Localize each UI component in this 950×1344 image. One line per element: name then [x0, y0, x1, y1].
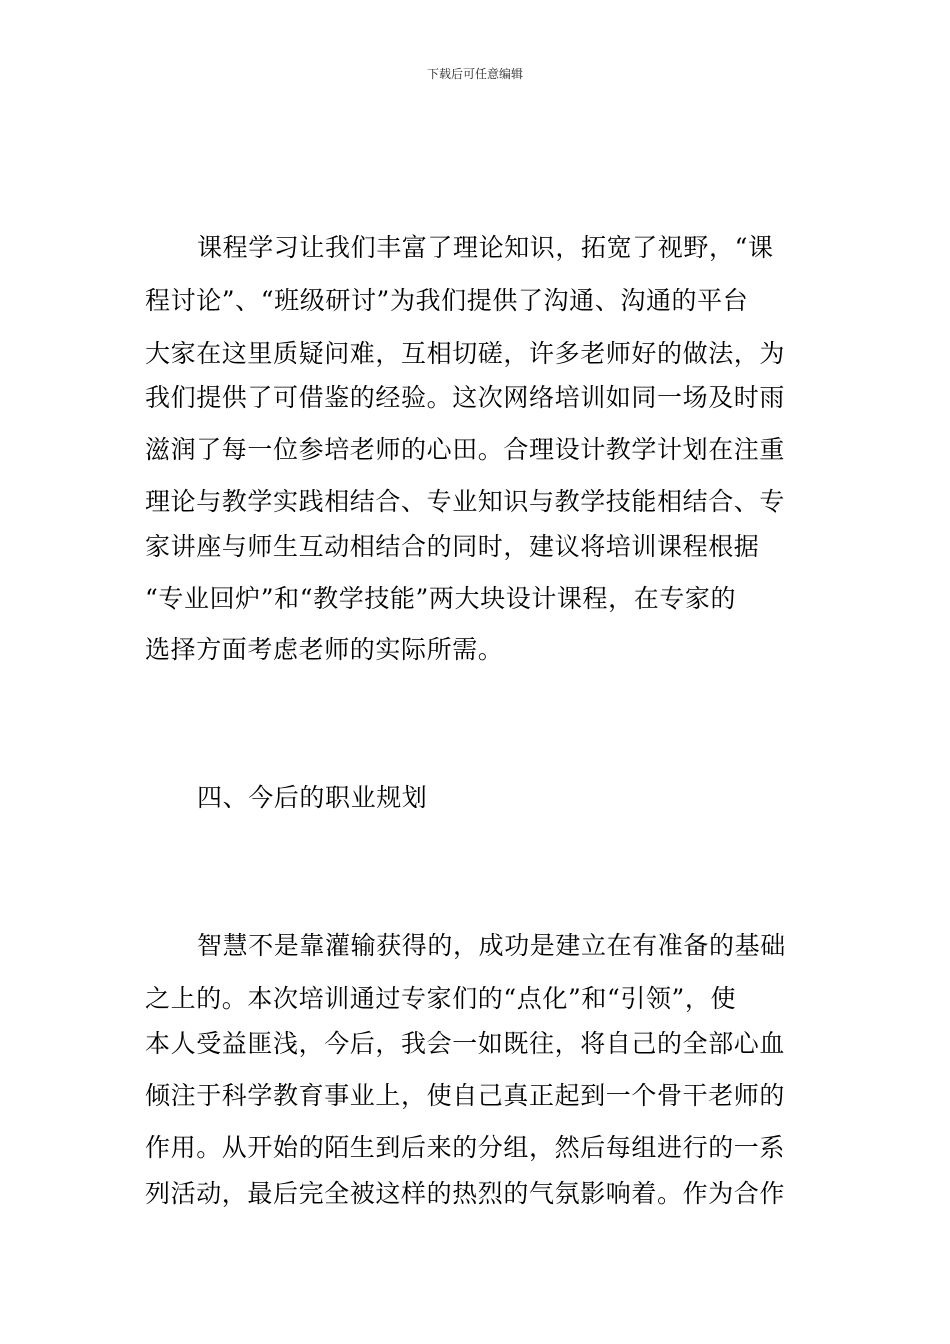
paragraph-1-line-5: 滋润了每一位参培老师的心田。合理设计教学计划在注重: [145, 435, 786, 464]
paragraph-1-line-3: 大家在这里质疑问难，互相切磋，许多老师好的做法，为: [145, 339, 786, 368]
page-header-note: 下载后可任意编辑: [426, 67, 523, 81]
paragraph-1-line-7: 家讲座与师生互动相结合的同时，建议将培训课程根据: [145, 532, 760, 561]
paragraph-2-line-1: 智慧不是靠灌输获得的，成功是建立在有准备的基础: [197, 931, 786, 960]
paragraph-2-line-4: 倾注于科学教育事业上，使自己真正起到一个骨干老师的: [145, 1081, 786, 1110]
paragraph-1-line-1: 课程学习让我们丰富了理论知识，拓宽了视野，“课: [197, 233, 774, 262]
paragraph-1-line-6: 理论与教学实践相结合、专业知识与教学技能相结合、专: [145, 487, 786, 516]
paragraph-2-line-6: 列活动，最后完全被这样的热烈的气氛影响着。作为合作: [145, 1179, 786, 1208]
paragraph-2-line-3: 本人受益匪浅，今后，我会一如既往，将自己的全部心血: [145, 1029, 786, 1058]
paragraph-1-line-2: 程讨论”、“班级研讨”为我们提供了沟通、沟通的平台: [145, 286, 749, 315]
paragraph-2-line-2: 之上的。本次培训通过专家们的“点化”和“引领”，使: [145, 984, 737, 1013]
paragraph-1-line-4: 我们提供了可借鉴的经验。这次网络培训如同一场及时雨: [145, 383, 786, 412]
paragraph-1-line-8: “专业回炉”和“教学技能”两大块设计课程，在专家的: [145, 584, 737, 613]
paragraph-1-line-9: 选择方面考虑老师的实际所需。: [145, 635, 504, 664]
paragraph-2-line-5: 作用。从开始的陌生到后来的分组，然后每组进行的一系: [145, 1133, 786, 1162]
section-heading: 四、今后的职业规划: [197, 783, 428, 812]
